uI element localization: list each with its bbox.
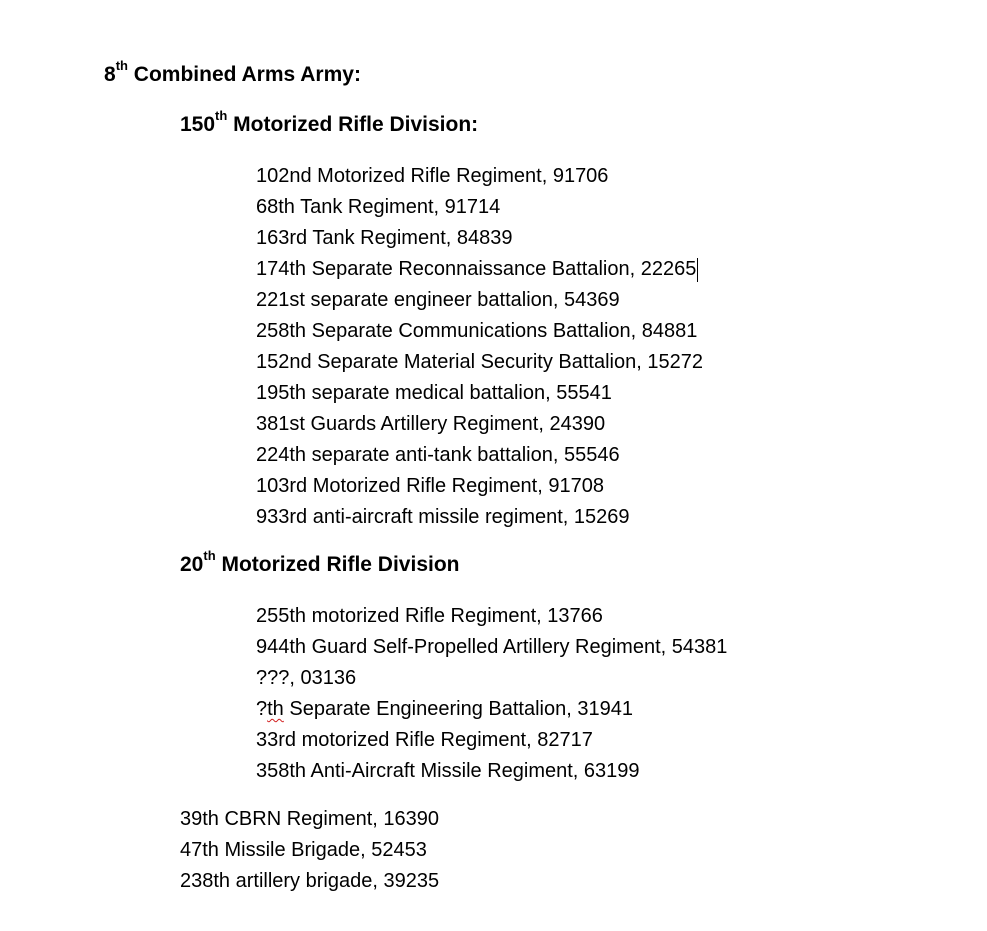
- army-heading: [104, 58, 361, 88]
- army-unit-list: [180, 804, 439, 897]
- unit-prefix: ?: [256, 698, 268, 720]
- list-item: 238th artillery brigade, 39235: [180, 870, 440, 892]
- division-20-heading: [180, 548, 460, 578]
- list-item: 195th separate medical battalion, 55541: [256, 382, 612, 404]
- division-150-name: Motorized Rifle Division:: [227, 113, 479, 136]
- division-150-number: 150: [180, 113, 216, 136]
- list-item: 933rd anti-aircraft missile regiment, 15269: [256, 506, 630, 528]
- list-item: 152nd Separate Material Security Battalion, 15272: [256, 351, 703, 373]
- spellcheck-flagged-word[interactable]: th: [267, 698, 284, 720]
- army-number: 8: [104, 63, 116, 86]
- list-item-spellcheck: [256, 694, 727, 725]
- list-item-with-cursor: [256, 254, 703, 285]
- list-item: 39th CBRN Regiment, 16390: [180, 808, 440, 830]
- unit-rest: Separate Engineering Battalion, 31941: [283, 698, 633, 720]
- army-name: Combined Arms Army:: [127, 63, 361, 86]
- list-item: 33rd motorized Rifle Regiment, 82717: [256, 729, 593, 751]
- list-item: 224th separate anti-tank battalion, 55546: [256, 444, 620, 466]
- list-item: 102nd Motorized Rifle Regiment, 91706: [256, 165, 609, 187]
- division-20-unit-list: [256, 601, 727, 787]
- division-150-heading: [180, 108, 479, 138]
- list-item: 358th Anti-Aircraft Missile Regiment, 63199: [256, 760, 640, 782]
- division-20-number: 20: [180, 553, 204, 576]
- list-item: 255th motorized Rifle Regiment, 13766: [256, 605, 603, 627]
- text-cursor: [697, 258, 698, 282]
- list-item-text: 174th Separate Reconnaissance Battalion, 22265: [256, 258, 697, 280]
- list-item: 163rd Tank Regiment, 84839: [256, 227, 513, 249]
- list-item: 47th Missile Brigade, 52453: [180, 839, 427, 861]
- list-item: ???, 03136: [256, 667, 357, 689]
- list-item: 103rd Motorized Rifle Regiment, 91708: [256, 475, 604, 497]
- division-150-unit-list: [256, 161, 703, 533]
- list-item: 221st separate engineer battalion, 54369: [256, 289, 620, 311]
- army-ordinal-suffix: th: [115, 58, 128, 73]
- division-150-ordinal-suffix: th: [215, 108, 228, 123]
- list-item: 68th Tank Regiment, 91714: [256, 196, 501, 218]
- list-item: 258th Separate Communications Battalion, 84881: [256, 320, 698, 342]
- list-item: 944th Guard Self-Propelled Artillery Regiment, 54381: [256, 636, 728, 658]
- division-20-ordinal-suffix: th: [203, 548, 216, 563]
- list-item: 381st Guards Artillery Regiment, 24390: [256, 413, 606, 435]
- division-20-name: Motorized Rifle Division: [215, 553, 460, 576]
